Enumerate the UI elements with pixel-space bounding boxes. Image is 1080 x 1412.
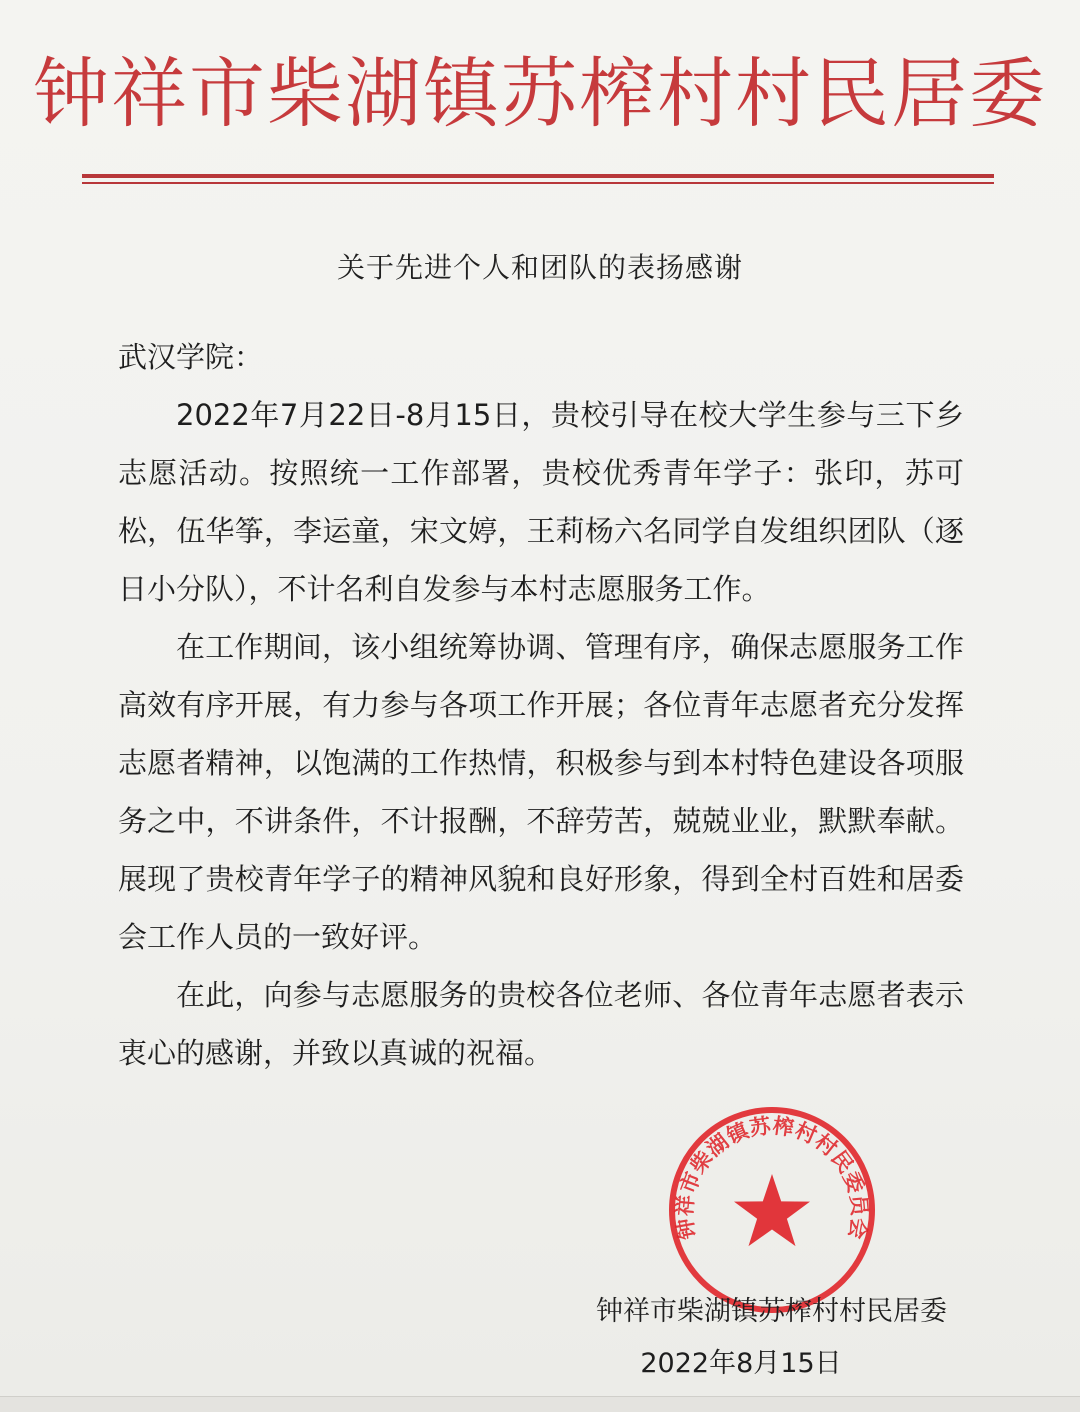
official-seal [664,1102,880,1318]
header-rule-thick [82,174,994,178]
seal-text: 钟祥市柴湖镇苏榨村村民委员会 [672,1113,872,1242]
signature-organization: 钟祥市柴湖镇苏榨村村民居委 [596,1296,947,1327]
star-icon [734,1174,810,1246]
document-title: 关于先进个人和团队的表扬感谢 [336,251,743,284]
header-rule-thin [82,182,994,184]
page-bottom-edge [0,1396,1080,1412]
organization-letterhead: 钟祥市柴湖镇苏榨村村民居委 [33,49,1047,138]
paragraph-1: 2022年7月22日-8月15日，贵校引导在校大学生参与三下乡志愿活动。按照统一工作部署，贵校优秀青年学子：张印，苏可松，伍华筝，李运童，宋文婷，王莉杨六名同学自发组织团队（逐日小分队），不计名利自发参与本村志愿服务工作。 [118,398,964,606]
letter-body [118,328,964,1082]
paragraph-2: 在工作期间，该小组统筹协调、管理有序，确保志愿服务工作高效有序开展，有力参与各项工作开展；各位青年志愿者充分发挥志愿者精神，以饱满的工作热情，积极参与到本村特色建设各项服务之中，不讲条件，不计报酬，不辞劳苦，兢兢业业，默默奉献。展现了贵校青年学子的精神风貌和良好形象，得到全村百姓和居委会工作人员的一致好评。 [118,630,964,954]
salutation: 武汉学院： [118,340,264,374]
signature-date: 2022年8月15日 [640,1348,842,1379]
paragraph-3: 在此，向参与志愿服务的贵校各位老师、各位青年志愿者表示衷心的感谢，并致以真诚的祝福。 [118,978,964,1070]
